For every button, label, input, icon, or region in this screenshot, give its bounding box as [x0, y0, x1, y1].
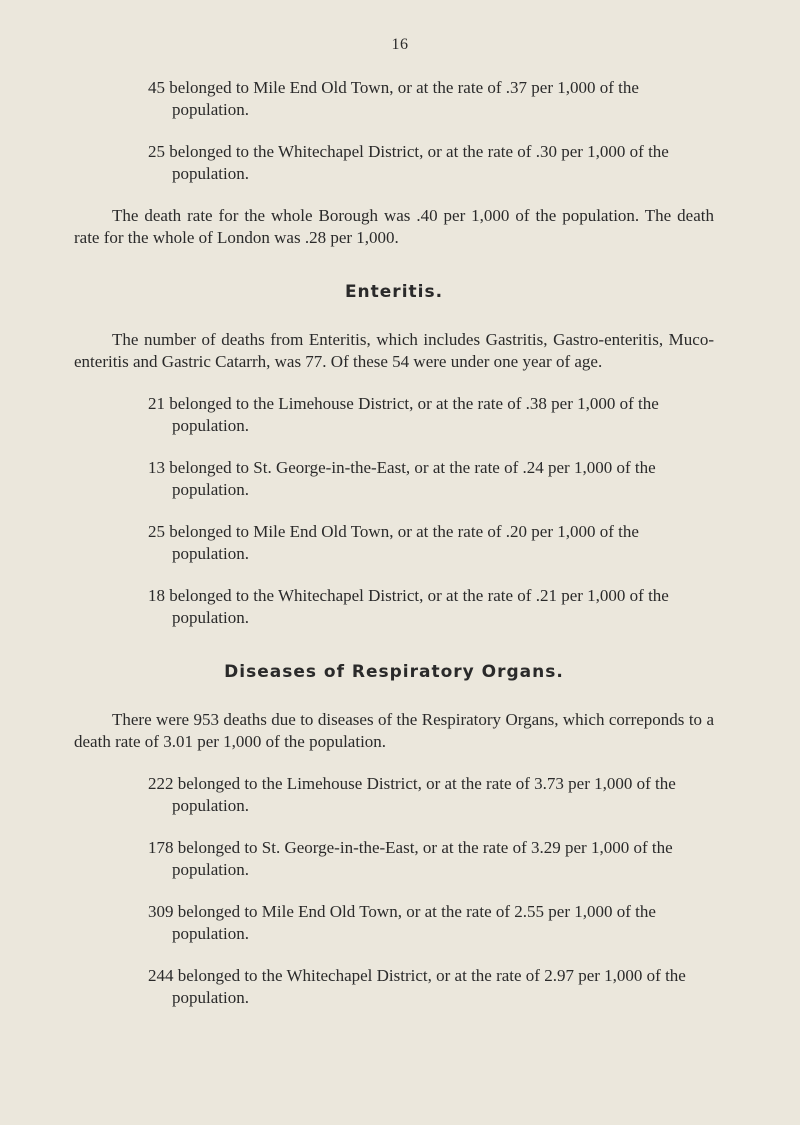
list-item: 45 belonged to Mile End Old Town, or at the rate of .37 per 1,000 of the population. — [148, 78, 639, 119]
list-item: 25 belonged to the Whitechapel District, or at the rate of .30 per 1,000 of the population. — [148, 142, 669, 183]
list-item: 25 belonged to Mile End Old Town, or at the rate of .20 per 1,000 of the population. — [148, 522, 639, 563]
respiratory-heading: Diseases of Respiratory Organs. — [224, 662, 564, 682]
page-body — [74, 77, 714, 1029]
list-item: 222 belonged to the Limehouse District, or at the rate of 3.73 per 1,000 of the population. — [148, 774, 676, 815]
list-item: 309 belonged to Mile End Old Town, or at the rate of 2.55 per 1,000 of the population. — [148, 902, 656, 943]
list-item: 178 belonged to St. George-in-the-East, or at the rate of 3.29 per 1,000 of the population. — [148, 838, 673, 879]
list-item: 21 belonged to the Limehouse District, or at the rate of .38 per 1,000 of the population. — [148, 394, 659, 435]
list-item: 13 belonged to St. George-in-the-East, or at the rate of .24 per 1,000 of the population. — [148, 458, 656, 499]
page-number: 16 — [391, 36, 409, 53]
borough-death-rate-paragraph: The death rate for the whole Borough was .40 per 1,000 of the population. The death rate for the whole of London was .28 per 1,000. — [74, 206, 714, 247]
list-item: 244 belonged to the Whitechapel District, or at the rate of 2.97 per 1,000 of the population. — [148, 966, 686, 1007]
enteritis-paragraph: The number of deaths from Enteritis, which includes Gastritis, Gastro-enteritis, Muco-enteritis and Gastric Catarrh, was 77. Of these 54 were under one year of age. — [74, 330, 714, 371]
enteritis-heading: Enteritis. — [344, 282, 444, 302]
list-item: 18 belonged to the Whitechapel District, or at the rate of .21 per 1,000 of the population. — [148, 586, 669, 627]
respiratory-paragraph: There were 953 deaths due to diseases of the Respiratory Organs, which correponds to a death rate of 3.01 per 1,000 of the population. — [74, 710, 714, 751]
